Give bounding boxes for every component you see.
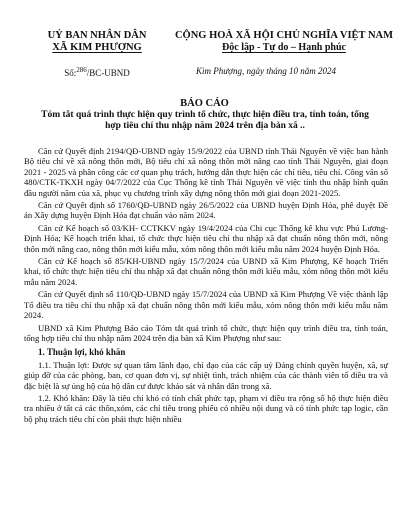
- issuing-authority-block: [22, 30, 172, 79]
- document-number: [22, 68, 172, 79]
- report-body: [24, 146, 388, 426]
- authority-name-line1: UỶ BAN NHÂN DÂN: [47, 30, 147, 41]
- paragraph-legal-basis-1: Căn cứ Quyết định 2194/QĐ-UBND ngày 15/9/2022 của UBND tỉnh Thái Nguyên về việc ban hành Bộ tiêu chí về xã nông thôn mới, Bộ tiêu chí xã nông thôn mới nâng cao tỉnh Thái Nguyên, giai đoạn 2021 - 2025 và phân công các cơ quan phụ trách, hướng dẫn thực hiện các chỉ tiêu, tiêu chí. Công văn số 480/CTK-TKXH ngày 04/7/2022 của Cục Thống kê tỉnh Thái Nguyên về việc tính thu nhập bình quân đầu người năm của xã, phục vụ chương trình xây dựng nông thôn mới giai đoạn 2021-2025.: [24, 146, 388, 198]
- report-title: BÁO CÁO: [180, 98, 229, 109]
- docno-number: 286: [76, 66, 87, 74]
- paragraph-legal-basis-2: Căn cứ Quyết định số 1760/QĐ-UBND ngày 26/5/2022 của UBND huyện Định Hóa, phê duyệt Đề án Xây dựng huyện Định Hóa đạt chuẩn vào năm 2024.: [24, 200, 388, 221]
- paragraph-difficulties: 1.2. Khó khăn: Đây là tiêu chí khó có tính chất phức tạp, phạm vi điều tra rộng số hộ thực hiện điều tra nhiều ở tất cả các thôn,xóm, các chỉ tiêu trong phiếu có nhiều nội dung và có tính phức tạp logic, cần bộ phụ trách tiêu chí còn phải thực hiện nhiều: [24, 392, 388, 424]
- paragraph-legal-basis-4: Căn cứ Kế hoạch số 85/KH-UBND ngày 15/7/2024 của UBND xã Kim Phượng, Kế hoạch Triển khai, tổ chức thực hiện tiêu chí thu nhập xã đạt chuẩn nông thôn mới kiểu mẫu, xóm nông thôn mới kiểu mẫu năm 2024.: [24, 256, 388, 287]
- report-subtitle: Tóm tắt quá trình thực hiện quy trình tổ chức, thực hiện điều tra, tính toán, tổng hợp tiêu chí thu nhập năm 2024 trên địa bàn xã ..: [41, 110, 369, 131]
- paragraph-intro: UBND xã Kim Phượng Báo cáo Tóm tắt quá trình tổ chức, thực hiện quy trình điều tra, tính toán, tổng hợp tiêu chí thu nhập năm 2024 trên địa bàn xã Kim Phượng như sau:: [24, 322, 388, 343]
- authority-name-line2: XÃ KIM PHƯỢNG: [52, 42, 142, 53]
- issue-date: Kim Phượng, ngày tháng 10 năm 2024: [196, 66, 336, 76]
- paragraph-legal-basis-5: Căn cứ Quyết định số 110/QĐ-UBND ngày 15/7/2024 của UBND xã Kim Phượng Về việc thành lập Tổ điều tra tiêu chí thu nhập xã đạt chuẩn nông thôn mới kiểu mẫu, xóm nông thôn mới kiểu mẫu năm 2024.: [24, 289, 388, 321]
- section-heading: 1. Thuận lợi, khó khăn: [38, 347, 126, 358]
- paragraph-legal-basis-3: Căn cứ Kế hoạch số 03/KH- CCTKKV ngày 19/4/2024 của Chi cục Thống kê khu vực Phú Lương- Định Hóa; Kế hoạch triển khai, tổ chức thực hiện tiêu chí thu nhập xã đạt chuẩn nông thôn mới, nông thôn mới nâng cao, nông thôn mới kiểu mẫu, xóm nông thôn mới kiểu mẫu năm 2024 huyện Định Hóa.: [24, 222, 388, 254]
- docno-prefix: Số:: [64, 68, 77, 78]
- national-title-block: [168, 30, 400, 54]
- docno-suffix: /BC-UBND: [86, 68, 130, 78]
- paragraph-advantages: 1.1. Thuận lợi: Được sự quan tâm lãnh đạo, chỉ đạo của các cấp uỷ Đảng chính quyền huyện, xã, sự giúp đỡ của các phòng, ban, cơ quan đơn vị, sự nhiệt tình, trách nhiệm của các thành viên tổ điều tra và đặc biệt là sự ủng hộ của hộ dân cư được khảo sát và nhân dân trong xã.: [24, 359, 388, 391]
- national-motto: Độc lập - Tự do – Hạnh phúc: [222, 42, 346, 53]
- national-title: CỘNG HOÀ XÃ HỘI CHỦ NGHĨA VIỆT NAM: [174, 30, 394, 41]
